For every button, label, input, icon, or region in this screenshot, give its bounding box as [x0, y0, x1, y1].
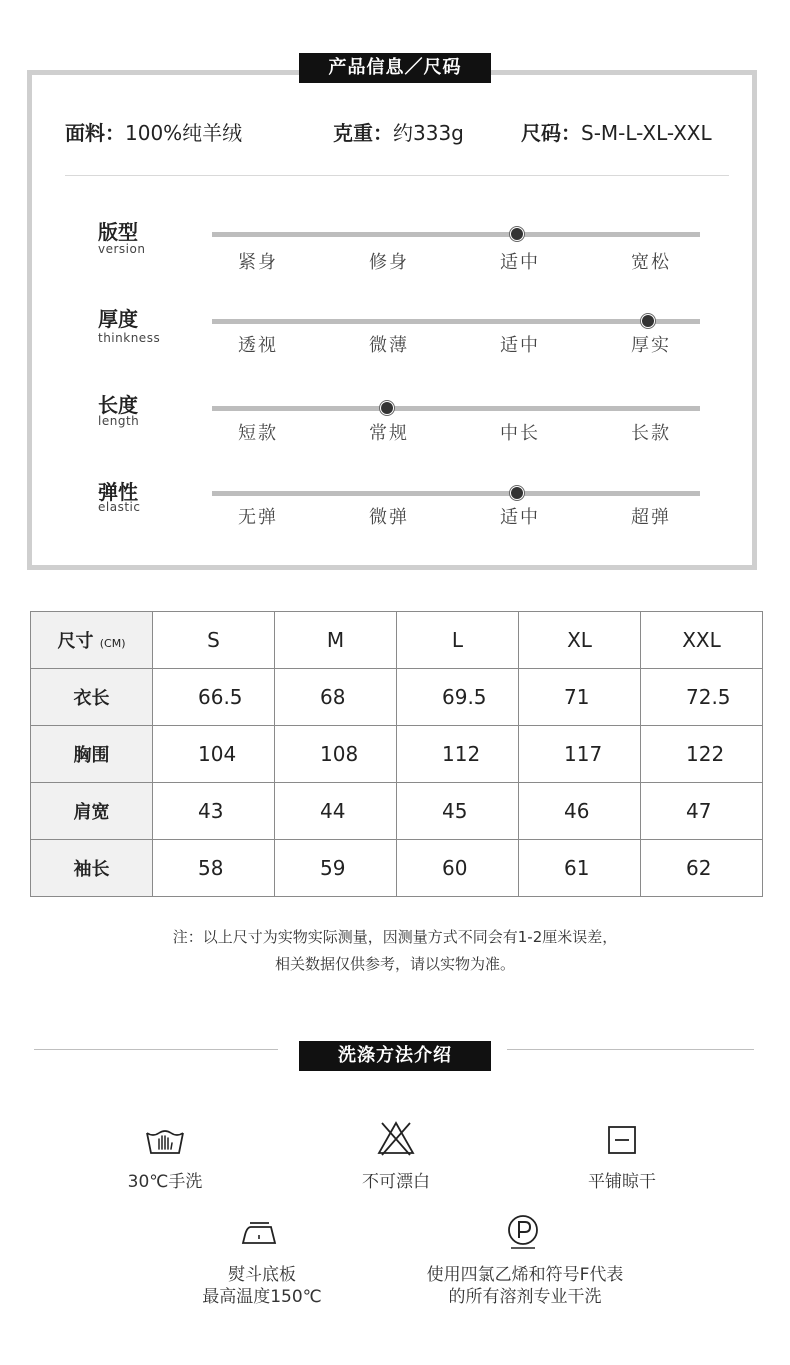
table-cell: 69.5 — [397, 669, 519, 726]
table-row — [31, 840, 763, 897]
wash-label: 30℃手洗 — [127, 1172, 203, 1192]
wash-label: 使用四氯乙烯和符号F代表 — [426, 1265, 624, 1285]
dry-flat-icon — [602, 1121, 642, 1161]
wash-label: 的所有溶剂专业干洗 — [448, 1287, 602, 1307]
table-cell: 47 — [641, 783, 763, 840]
scale-option: 微弹 — [369, 507, 409, 528]
attribute-name-en: elastic — [98, 500, 141, 514]
row-label: 袖长 — [31, 840, 153, 897]
table-cell: 44 — [275, 783, 397, 840]
weight-spec — [333, 117, 464, 146]
table-row — [31, 726, 763, 783]
fabric-label: 面料： — [65, 121, 125, 145]
table-cell: 108 — [275, 726, 397, 783]
scale-option: 适中 — [500, 335, 540, 356]
size-spec — [521, 117, 712, 146]
attribute-name-en: thinkness — [98, 331, 161, 345]
scale-option: 无弹 — [238, 507, 278, 528]
fabric-spec — [65, 117, 242, 146]
no-bleach-icon — [376, 1119, 416, 1159]
size-label: 尺码： — [521, 121, 581, 145]
size-header: XL — [519, 612, 641, 669]
attribute-name-en: length — [98, 414, 140, 428]
size-header: S — [153, 612, 275, 669]
table-cell: 66.5 — [153, 669, 275, 726]
table-cell: 46 — [519, 783, 641, 840]
table-header-row — [31, 612, 763, 669]
measurement-note-line2: 相关数据仅供参考，请以实物为准。 — [274, 955, 515, 973]
attribute-scale-track — [212, 319, 700, 324]
scale-option: 中长 — [500, 423, 540, 444]
wash-label: 平铺晾干 — [588, 1172, 656, 1192]
dry-clean-p-icon — [503, 1210, 543, 1250]
attribute-scale-track — [212, 406, 700, 411]
wash-label: 不可漂白 — [362, 1172, 430, 1192]
weight-value: 约333g — [393, 121, 464, 145]
measurement-note-line1: 注：以上尺寸为实物实际测量，因测量方式不同会有1-2厘米误差， — [172, 928, 618, 946]
product-info-title: 产品信息／尺码 — [299, 53, 491, 83]
table-cell: 62 — [641, 840, 763, 897]
attribute-name: 厚度 — [98, 307, 138, 331]
row-label: 肩宽 — [31, 783, 153, 840]
size-table — [30, 611, 763, 897]
attribute-scale-marker — [510, 486, 524, 500]
attribute-scale-marker — [380, 401, 394, 415]
size-value: S-M-L-XL-XXL — [581, 121, 712, 145]
table-cell: 58 — [153, 840, 275, 897]
row-label: 胸围 — [31, 726, 153, 783]
attribute-scale-marker — [641, 314, 655, 328]
table-cell: 59 — [275, 840, 397, 897]
scale-option: 紧身 — [238, 252, 278, 273]
table-cell: 112 — [397, 726, 519, 783]
size-header: L — [397, 612, 519, 669]
table-cell: 43 — [153, 783, 275, 840]
wash-label: 最高温度150℃ — [202, 1287, 322, 1307]
scale-option: 适中 — [500, 507, 540, 528]
scale-option: 修身 — [369, 252, 409, 273]
unit-label: (CM) — [99, 637, 126, 650]
table-cell: 68 — [275, 669, 397, 726]
attribute-scale-marker — [510, 227, 524, 241]
scale-option: 微薄 — [369, 335, 409, 356]
attribute-scale-track — [212, 232, 700, 237]
divider — [34, 1049, 278, 1050]
scale-option: 宽松 — [631, 252, 671, 273]
row-label: 衣长 — [31, 669, 153, 726]
wash-title: 洗涤方法介绍 — [299, 1041, 491, 1071]
table-cell: 61 — [519, 840, 641, 897]
scale-option: 适中 — [500, 252, 540, 273]
table-cell: 60 — [397, 840, 519, 897]
table-row — [31, 669, 763, 726]
table-cell: 122 — [641, 726, 763, 783]
iron-icon — [239, 1213, 279, 1253]
scale-option: 短款 — [238, 423, 278, 444]
scale-option: 超弹 — [631, 507, 671, 528]
size-header: XXL — [641, 612, 763, 669]
attribute-name-en: version — [98, 242, 146, 256]
corner-label: 尺寸 — [57, 631, 94, 652]
wash-label: 熨斗底板 — [228, 1265, 296, 1285]
attribute-name: 版型 — [98, 220, 138, 244]
scale-option: 常规 — [369, 423, 409, 444]
fabric-value: 100%纯羊绒 — [125, 121, 243, 145]
scale-option: 透视 — [238, 335, 278, 356]
attribute-name: 弹性 — [98, 480, 138, 504]
divider — [65, 175, 729, 176]
table-cell: 45 — [397, 783, 519, 840]
scale-option: 长款 — [631, 423, 671, 444]
divider — [507, 1049, 754, 1050]
table-cell: 71 — [519, 669, 641, 726]
table-row — [31, 783, 763, 840]
size-header: M — [275, 612, 397, 669]
attribute-scale-track — [212, 491, 700, 496]
scale-option: 厚实 — [631, 335, 671, 356]
table-cell: 117 — [519, 726, 641, 783]
table-corner-cell — [31, 612, 153, 669]
table-cell: 72.5 — [641, 669, 763, 726]
attribute-name: 长度 — [98, 393, 138, 417]
table-cell: 104 — [153, 726, 275, 783]
hand-wash-icon — [145, 1121, 185, 1161]
weight-label: 克重： — [333, 121, 393, 145]
